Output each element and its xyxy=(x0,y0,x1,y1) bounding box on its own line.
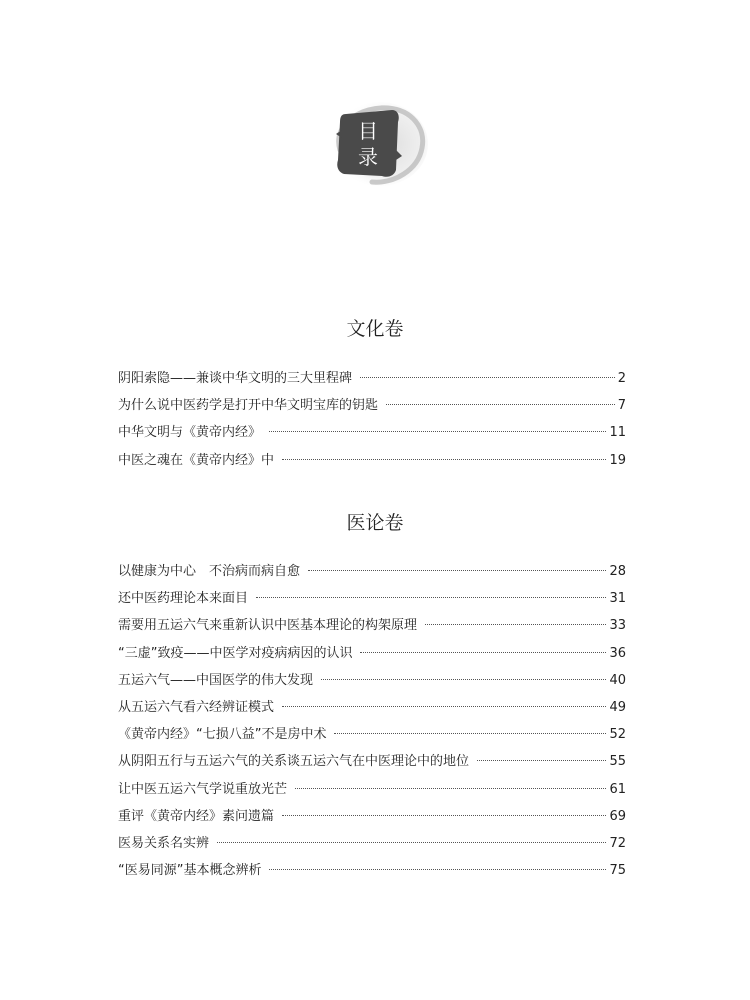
toc-entry[interactable] xyxy=(118,721,626,748)
toc-entry-title: 中华文明与《黄帝内经》 xyxy=(118,425,262,441)
section-title-culture: 文化卷 xyxy=(346,318,404,340)
dot-leader xyxy=(256,597,606,598)
dot-leader xyxy=(282,815,606,816)
toc-entry-title: 为什么说中医药学是打开中华文明宝库的钥匙 xyxy=(118,398,379,414)
contents-heading xyxy=(344,118,392,170)
contents-emblem xyxy=(322,100,430,190)
toc-entry[interactable] xyxy=(118,640,626,667)
toc-entry[interactable] xyxy=(118,365,626,392)
toc-entry[interactable] xyxy=(118,830,626,857)
toc-entry[interactable] xyxy=(118,612,626,639)
toc-entry-page: 61 xyxy=(609,781,626,797)
dot-leader xyxy=(425,624,606,625)
toc-entry-page: 40 xyxy=(609,672,626,688)
toc-entry-title: 让中医五运六气学说重放光芒 xyxy=(118,781,288,797)
toc-entry-title: 重评《黄帝内经》素问遗篇 xyxy=(118,808,275,824)
toc-entry-title: 阴阳索隐——兼谈中华文明的三大里程碑 xyxy=(118,371,353,386)
contents-heading-char-2: 录 xyxy=(358,145,378,169)
dot-leader xyxy=(360,652,606,653)
toc-entry-title: 五运六气——中国医学的伟大发现 xyxy=(118,672,314,688)
dot-leader xyxy=(321,679,606,680)
toc-entry[interactable] xyxy=(118,694,626,721)
toc-entry-title: “医易同源”基本概念辨析 xyxy=(118,863,262,879)
toc-entry[interactable] xyxy=(118,803,626,830)
toc-entry[interactable] xyxy=(118,558,626,585)
toc-entry-title: 从阴阳五行与五运六气的关系谈五运六气在中医理论中的地位 xyxy=(118,754,470,770)
toc-entry-title: 以健康为中心 不治病而病自愈 xyxy=(118,564,301,579)
toc-entry-page: 11 xyxy=(609,425,626,441)
toc-entry[interactable] xyxy=(118,585,626,612)
toc-entry[interactable] xyxy=(118,857,626,884)
contents-heading-char-1: 目 xyxy=(358,119,378,143)
toc-entry-title: 《黄帝内经》“七损八益”不是房中术 xyxy=(118,727,327,743)
toc-entry-page: 33 xyxy=(609,618,626,634)
toc-list-medical xyxy=(118,558,626,884)
dot-leader xyxy=(269,431,606,432)
dot-leader xyxy=(360,377,615,378)
toc-entry-title: 中医之魂在《黄帝内经》中 xyxy=(118,452,275,468)
toc-entry-title: 需要用五运六气来重新认识中医基本理论的构架原理 xyxy=(118,618,418,634)
toc-entry-page: 55 xyxy=(609,754,626,770)
toc-entry[interactable] xyxy=(118,447,626,474)
toc-entry-page: 31 xyxy=(609,591,626,607)
toc-entry[interactable] xyxy=(118,392,626,419)
toc-entry-page: 36 xyxy=(609,645,626,661)
toc-entry-title: 医易关系名实辨 xyxy=(118,835,210,851)
toc-entry-page: 28 xyxy=(609,564,626,579)
dot-leader xyxy=(334,733,606,734)
toc-entry-title: 从五运六气看六经辨证模式 xyxy=(118,699,275,715)
toc-entry-page: 7 xyxy=(617,398,626,414)
toc-entry[interactable] xyxy=(118,776,626,803)
toc-entry-page: 49 xyxy=(609,699,626,715)
dot-leader xyxy=(217,842,606,843)
dot-leader xyxy=(282,706,606,707)
toc-entry[interactable] xyxy=(118,667,626,694)
toc-entry-page: 2 xyxy=(617,371,626,386)
toc-entry-page: 69 xyxy=(609,808,626,824)
dot-leader xyxy=(386,404,615,405)
dot-leader xyxy=(477,760,606,761)
section-title-medical: 医论卷 xyxy=(346,512,404,534)
toc-entry-page: 52 xyxy=(609,727,626,743)
dot-leader xyxy=(269,869,606,870)
toc-entry-title: “三虚”致疫——中医学对疫病病因的认识 xyxy=(118,645,353,661)
toc-entry-page: 19 xyxy=(609,452,626,468)
dot-leader xyxy=(295,788,606,789)
toc-entry-page: 72 xyxy=(609,835,626,851)
dot-leader xyxy=(308,570,606,571)
toc-list-culture xyxy=(118,365,626,474)
toc-entry[interactable] xyxy=(118,419,626,446)
dot-leader xyxy=(282,459,606,460)
toc-entry[interactable] xyxy=(118,748,626,775)
toc-entry-title: 还中医药理论本来面目 xyxy=(118,591,249,607)
toc-entry-page: 75 xyxy=(609,863,626,879)
